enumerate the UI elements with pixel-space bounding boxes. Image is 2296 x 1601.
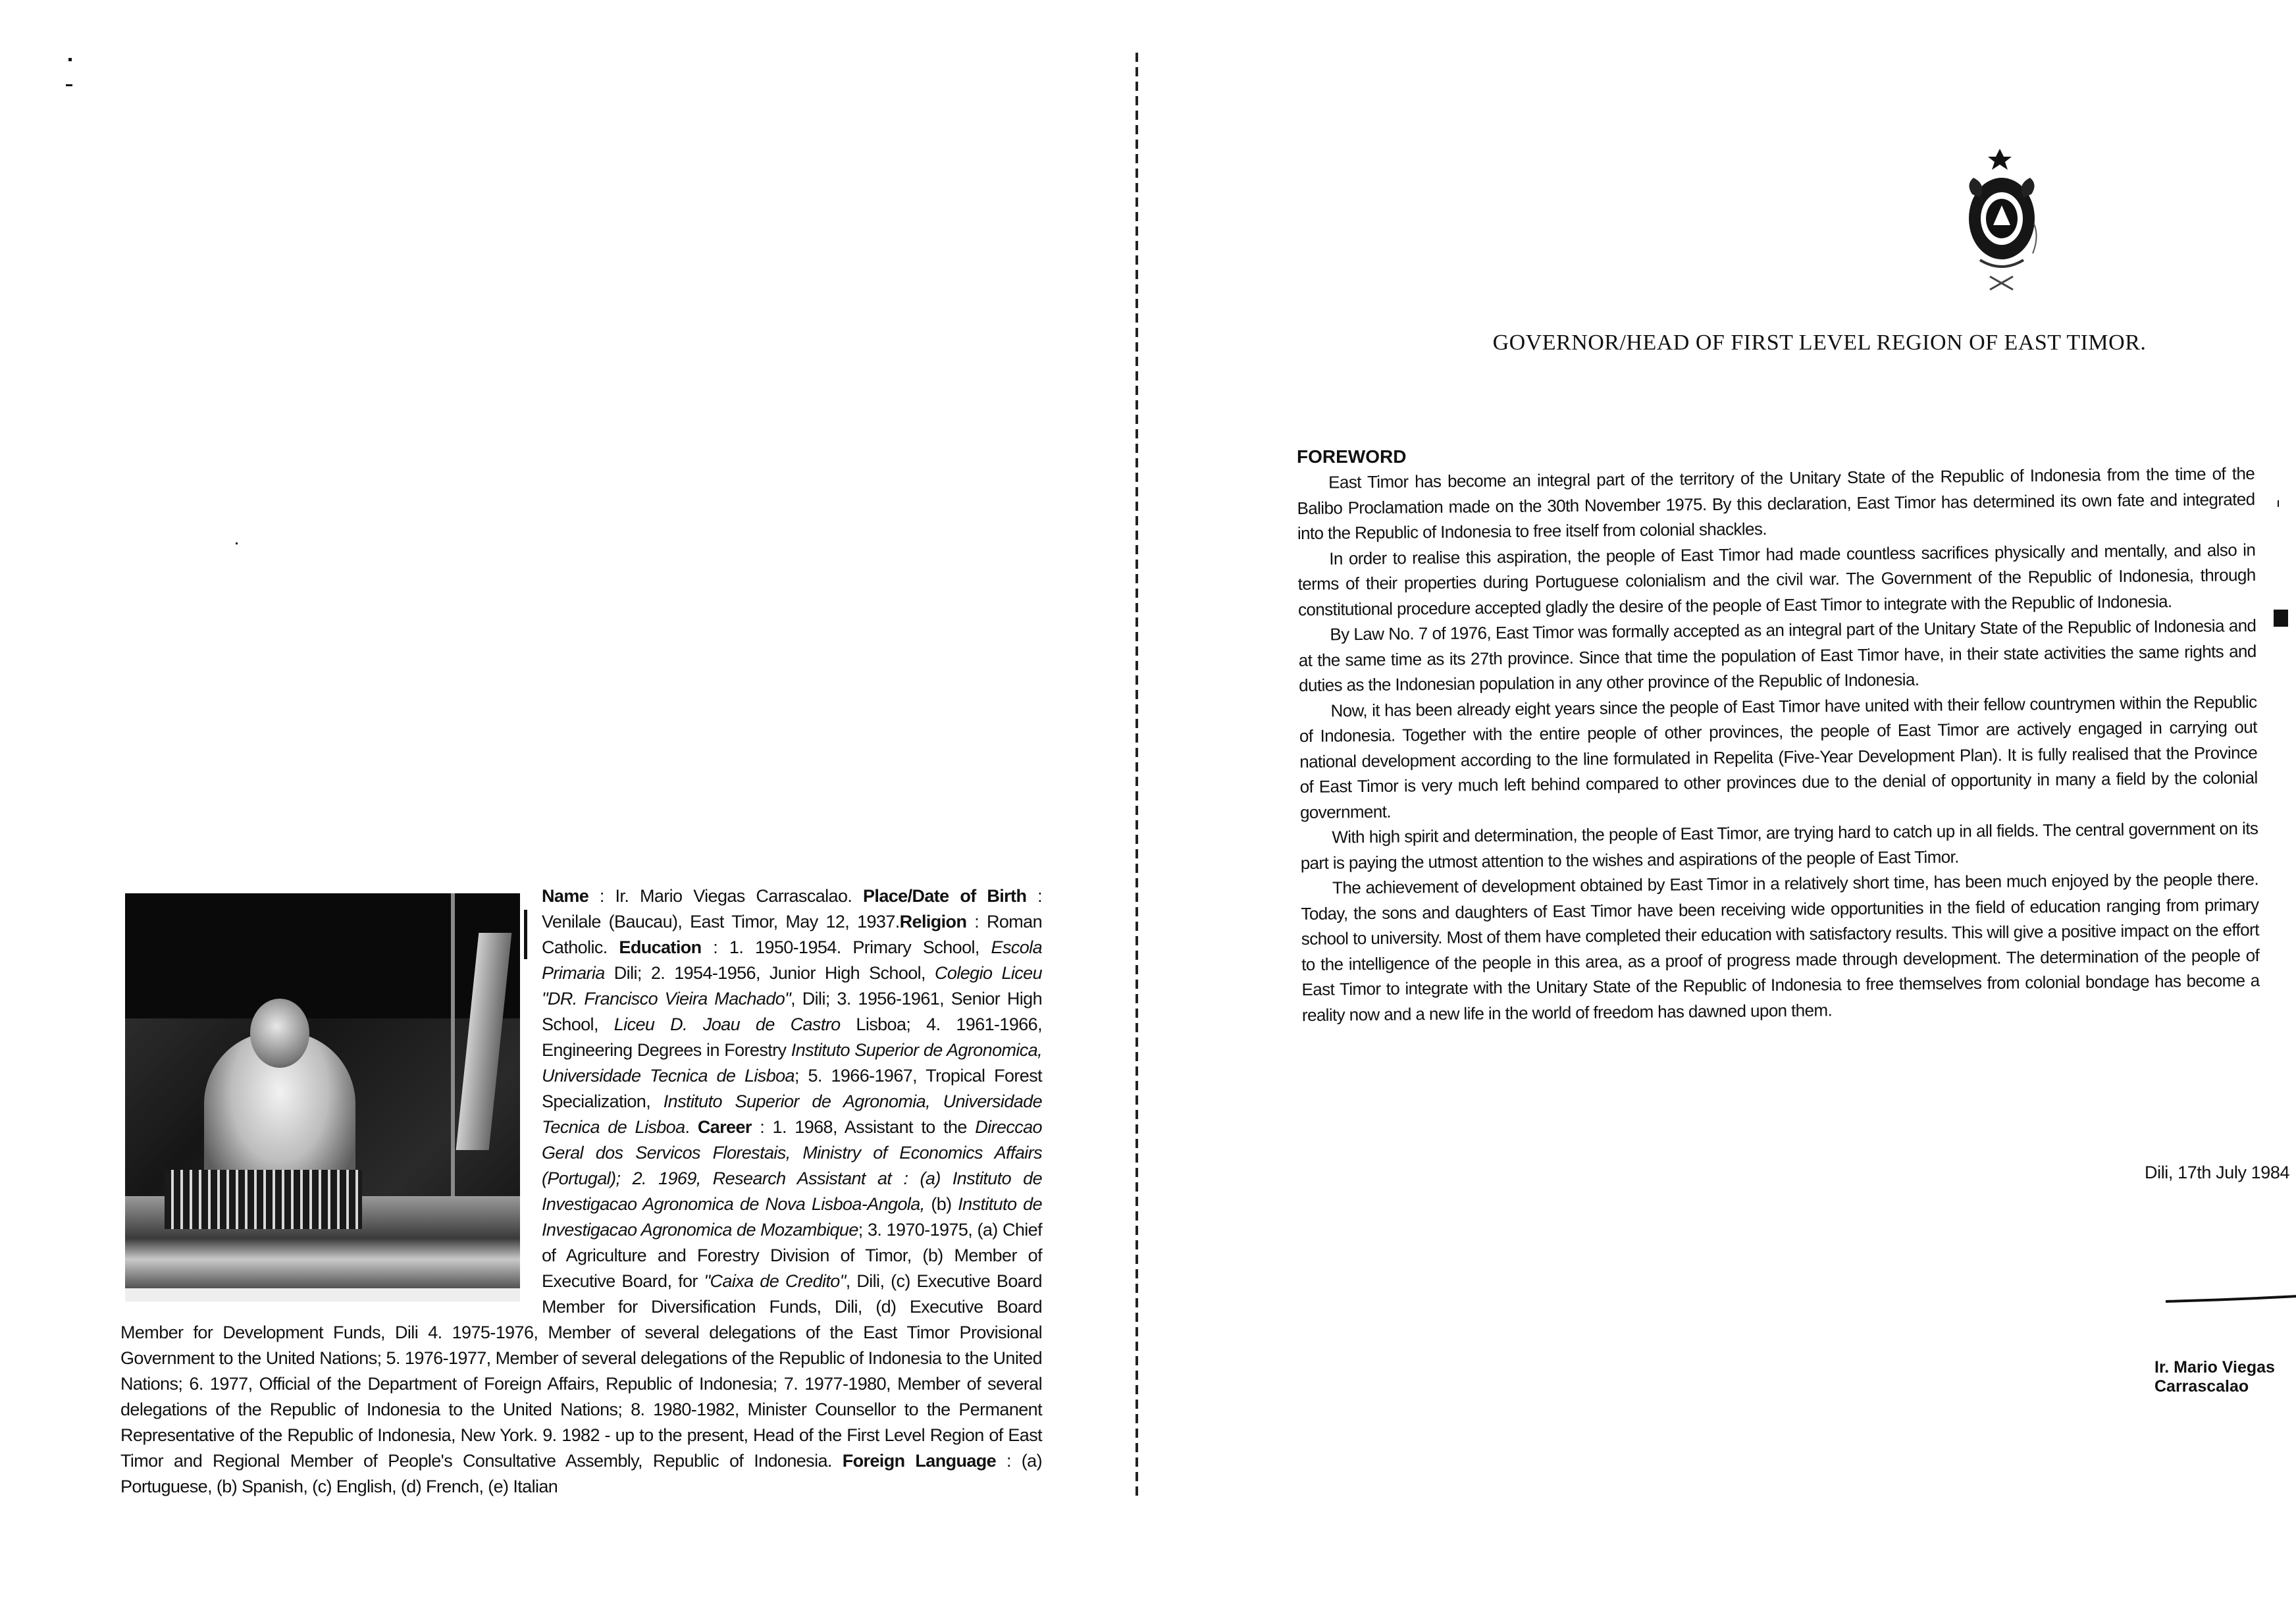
bio-text-segment: ; 5. 1966-1967, Tropical Forest Specialization, xyxy=(542,1066,1042,1111)
scan-speck xyxy=(236,542,238,544)
right-page xyxy=(1145,0,2296,1601)
bio-text-segment: Liceu D. Joau de Castro xyxy=(613,1014,841,1034)
left-page xyxy=(0,0,1135,1601)
scan-speck xyxy=(66,84,72,86)
scan-speck xyxy=(2274,610,2288,627)
bio-text-segment: : Roman Catholic. xyxy=(542,912,1043,957)
foreword-paragraph: In order to realise this aspiration, the people of East Timor had made countless sacrifices physically and mentally, and also in terms of their properties during Portuguese colonialism and the civil war. The Government of the Republic of Indonesia, through constitutional procedure accepted gladly the desire of the people of East Timor to integrate with the Republic of Indonesia. xyxy=(1297,539,2256,619)
scan-speck xyxy=(68,58,72,61)
foreword-paragraph: By Law No. 7 of 1976, East Timor was formally accepted as an integral part of the Unitary State of the Republic of Indonesia and at the same time as its 27th province. Since that time the population of East Timor have, in their state activities the same rights and duties as the Indonesian population in any other province of the Republic of Indonesia. xyxy=(1298,616,2257,695)
bio-text-segment: : Venilale (Baucau), East Timor, May 12, 1937. xyxy=(542,886,1042,932)
foreword-paragraph: East Timor has become an integral part of the territory of the Unitary State of the Republic of Indonesia from the time of the Balibo Proclamation made on the 30th November 1975. By this declaration, East Timor has determined its own fate and integrated into the Republic of Indonesia to free itself from colonial shackles. xyxy=(1297,463,2255,543)
handwritten-signature xyxy=(2166,1221,2296,1320)
bio-field-label: Religion xyxy=(899,912,967,932)
bio-field-label: Foreign Language xyxy=(842,1451,997,1471)
bio-text-segment: , Dili, (c) Executive Board Member for Diversification Funds, Dili, (d) Executive Board Member for Development Funds, Dili 4. 1975-1976, Member of several delegations of the East Timor Provisional Government to the United Nations; 5. 1976-1977, Member of several delegations of the Republic of Indonesia to the United Nations; 6. 1977, Official of the Department of Foreign Affairs, Republic of Indonesia; 7. 1977-1980, Member of several delegations of the Republic of Indonesia to the United Nations; 8. 1980-1982, Minister Counsellor to the Permanent Representative of the Republic of Indonesia, New York. 9. 1982 - up to the present, Head of the First Level Region of East Timor and Regional Member of People's Consultative Assembly, Republic of Indonesia. xyxy=(120,1271,1042,1471)
bio-text-segment: Escola Primaria xyxy=(542,937,1042,983)
date-line: Dili, 17th July 1984 xyxy=(2145,1163,2290,1182)
bio-text-segment: . xyxy=(685,1117,698,1137)
bio-text-segment: Instituto de Investigacao Agronomica de Mozambique xyxy=(542,1194,1042,1240)
bio-field-label: Education xyxy=(619,937,702,957)
bio-field-label: Place/Date of Birth xyxy=(863,886,1027,906)
bio-text-segment: Instituto Superior de Agronomia, Universidade Tecnica de Lisboa xyxy=(542,1091,1042,1137)
bio-field-label: Name xyxy=(542,886,589,906)
bio-field-label: Career xyxy=(697,1117,752,1137)
bio-text-segment: , Dili; 3. 1956-1961, Senior High School, xyxy=(542,989,1042,1034)
bio-text-segment: Instituto Superior de Agronomica, Universidade Tecnica de Lisboa xyxy=(542,1040,1042,1086)
foreword-heading: FOREWORD xyxy=(1297,446,1407,467)
bio-text-segment: "Caixa de Credito" xyxy=(704,1271,846,1291)
bio-text-segment: : 1. 1950-1954. Primary School, xyxy=(701,937,991,957)
bio-text-segment: Lisboa; 4. 1961-1966, Engineering Degrees in Forestry xyxy=(542,1014,1043,1060)
bio-text-segment: Colegio Liceu "DR. Francisco Vieira Machado" xyxy=(542,963,1043,1009)
foreword-paragraph: The achievement of development obtained by East Timor in a relatively short time, has been much enjoyed by the people there. Today, the sons and daughters of East Timor have been receiving wide opportunities in the field of education ranging from primary school to university. Most of them have completed their education with satisfactory results. This will give a positive impact on the effort to the intelligence of the people in this area, as a proof of progress made through development. The determination of the people of East Timor to integrate with the Unitary State of the Republic of Indonesia to free themselves from colonial bondage has become a reality now and a new life in the world of freedom has dawned upon them. xyxy=(1301,869,2260,1025)
signer-name: Ir. Mario Viegas Carrascalao xyxy=(2154,1358,2275,1396)
biography-text xyxy=(120,883,1042,1500)
bio-text-segment: : (a) Portuguese, (b) Spanish, (c) English, (d) French, (e) Italian xyxy=(120,1451,1042,1496)
scan-speck xyxy=(2278,500,2279,507)
coat-of-arms-emblem xyxy=(1960,145,2046,300)
page-title: GOVERNOR/HEAD OF FIRST LEVEL REGION OF EAST TIMOR. xyxy=(1492,330,2147,355)
bio-text-segment: : Ir. Mario Viegas Carrascalao. xyxy=(588,886,864,906)
bio-text-segment: Dili; 2. 1954-1956, Junior High School, xyxy=(604,963,935,983)
bio-text-segment: Direccao Geral dos Servicos Florestais, Ministry of Economics Affairs (Portugal); 2. 1969, Research Assistant at : (a) Instituto de Investigacao Agronomica de Nova Lisboa-Angola, xyxy=(542,1117,1042,1214)
bio-text-segment: : 1. 1968, Assistant to the xyxy=(751,1117,976,1137)
page-gutter xyxy=(1135,53,1138,1501)
foreword-paragraph: With high spirit and determination, the people of East Timor, are trying hard to catch up in all fields. The central government on its part is paying the utmost attention to the wishes and aspirations of the people of East Timor. xyxy=(1300,818,2258,873)
bio-text-segment: (b) xyxy=(924,1194,958,1214)
bio-text-segment: ; 3. 1970-1975, (a) Chief of Agriculture and Forestry Division of Timor, (b) Member of Executive Board, for xyxy=(542,1220,1042,1291)
foreword-body xyxy=(1297,461,2260,1028)
foreword-paragraph: Now, it has been already eight years since the people of East Timor have united with their fellow countrymen within the Republic of Indonesia. Together with the entire people of other provinces, the people of East Timor are actively engaged in carrying out national development according to the line formulated in Repelita (Five-Year Development Plan). It is fully realised that the Province of East Timor is very much left behind compared to other provinces due to the denial of opportunity in many a field by the colonial government. xyxy=(1299,691,2258,822)
